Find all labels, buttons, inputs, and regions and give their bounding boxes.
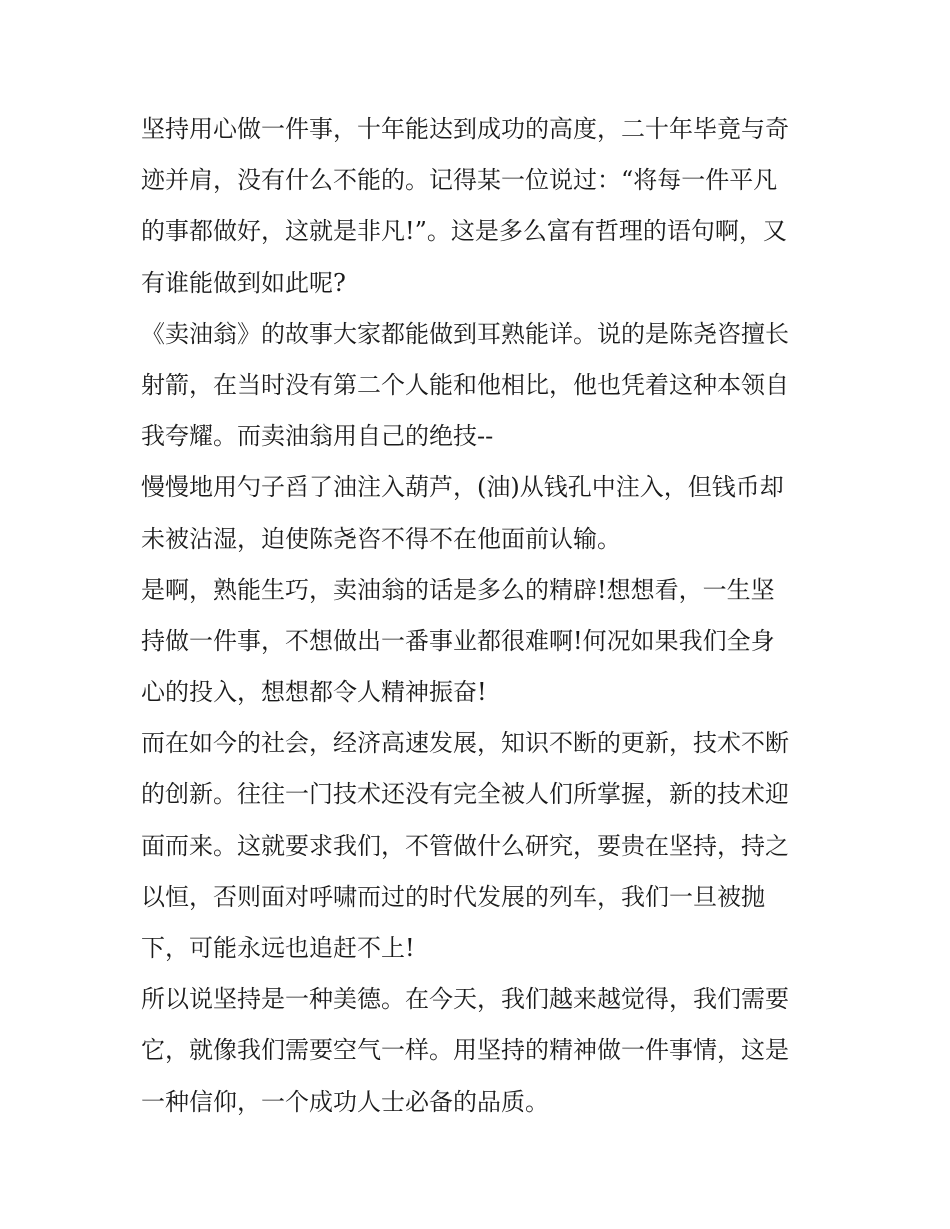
text-line: 坚持用心做一件事，十年能达到成功的高度，二十年毕竟与奇 (141, 115, 789, 143)
text-line: 以恒，否则面对呼啸而过的时代发展的列车，我们一旦被抛 (141, 882, 765, 911)
text-line: 是啊，熟能生巧，卖油翁的话是多么的精辟!想想看，一生坚 (141, 575, 775, 604)
text-line: 我夸耀。而卖油翁用自己的绝技-- (141, 422, 494, 451)
text-line: 未被沾湿，迫使陈尧咨不得不在他面前认输。 (141, 524, 621, 553)
text-line: 下，可能永远也追赶不上! (141, 934, 415, 962)
document-body (141, 104, 813, 1128)
text-line: 所以说坚持是一种美德。在今天，我们越来越觉得，我们需要 (141, 985, 789, 1014)
text-line: 心的投入，想想都令人精神振奋! (141, 678, 487, 707)
text-line: 它，就像我们需要空气一样。用坚持的精神做一件事情，这是 (141, 1036, 789, 1065)
text-line: 的事都做好，这就是非凡!”。这是多么富有哲理的语句啊，又 (141, 217, 787, 246)
text-line: 有谁能做到如此呢? (141, 268, 346, 297)
text-line: 《卖油翁》的故事大家都能做到耳熟能详。说的是陈尧咨擅长 (141, 319, 789, 348)
text-line: 一种信仰，一个成功人士必备的品质。 (141, 1087, 549, 1116)
text-line: 的创新。往往一门技术还没有完全被人们所掌握，新的技术迎 (141, 780, 789, 809)
text-line: 射箭，在当时没有第二个人能和他相比，他也凭着这种本领自 (141, 370, 789, 399)
text-line: 迹并肩，没有什么不能的。记得某一位说过：“将每一件平凡 (141, 166, 778, 195)
text-line: 慢慢地用勺子舀了油注入葫芦，(油)从钱孔中注入，但钱币却 (141, 473, 784, 502)
text-line: 而在如今的社会，经济高速发展，知识不断的更新，技术不断 (141, 729, 789, 758)
text-line: 面而来。这就要求我们，不管做什么研究，要贵在坚持，持之 (141, 831, 789, 860)
text-line: 持做一件事，不想做出一番事业都很难啊!何况如果我们全身 (141, 626, 775, 655)
